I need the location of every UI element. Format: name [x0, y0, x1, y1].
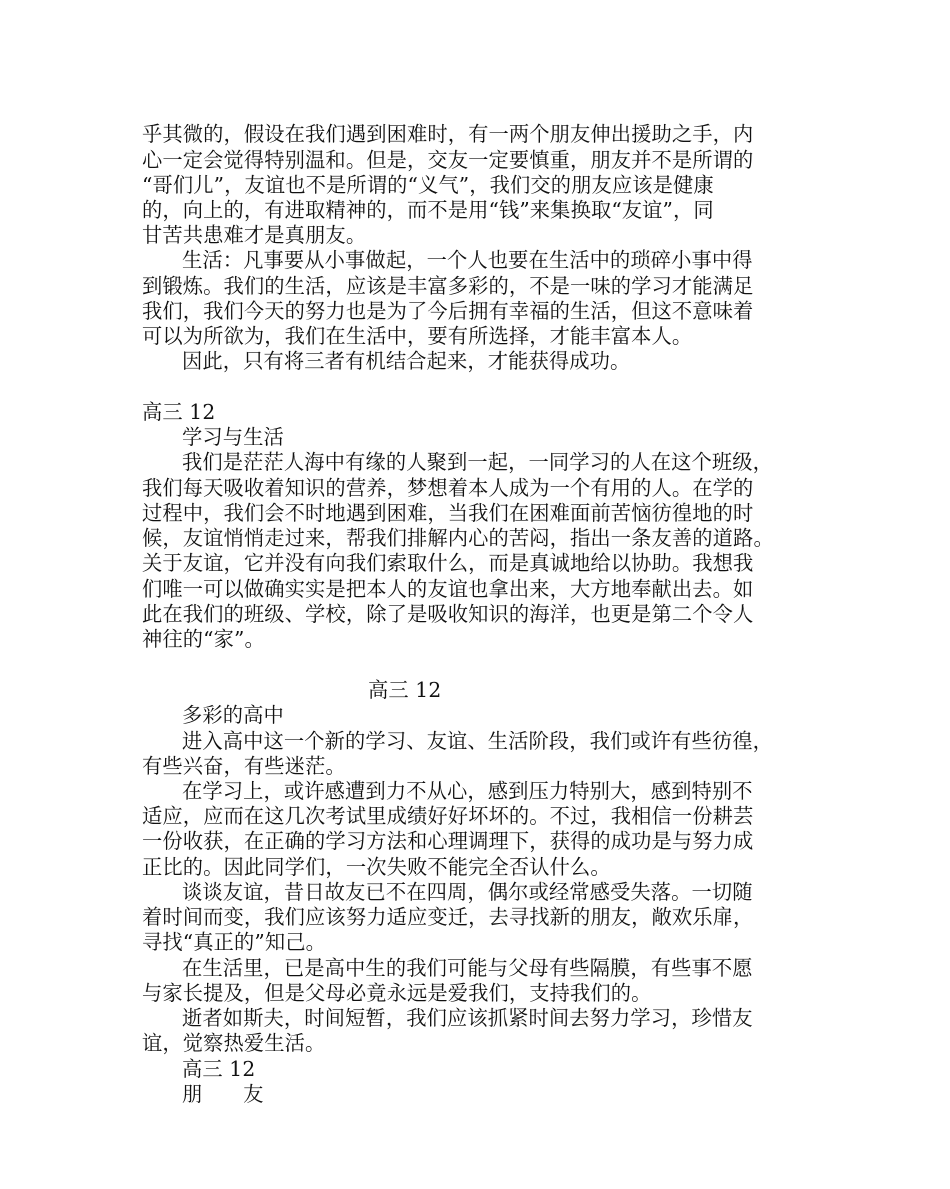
section-title: 学习与生活 — [182, 425, 284, 449]
section-title: 多彩的高中 — [182, 703, 284, 727]
body-line: 此在我们的班级、学校，除了是吸收知识的海洋，也更是第二个令人 — [142, 602, 754, 626]
class-label: 高三 12 — [142, 400, 216, 424]
body-line: 一份收获，在正确的学习方法和心理调理下，获得的成功是与努力成 — [142, 829, 754, 853]
paragraph-first-line: 逝者如斯夫，时间短暂，我们应该抓紧时间去努力学习，珍惜友 — [182, 1006, 753, 1030]
body-line: 候，友谊悄悄走过来，帮我们排解内心的苦闷，指出一条友善的道路。 — [142, 526, 774, 550]
body-line: 有些兴奋，有些迷茫。 — [142, 754, 346, 778]
section-title: 朋 友 — [182, 1082, 264, 1106]
body-line: 的，向上的，有进取精神的，而不是用“钱”来集换取“友谊”，同 — [142, 198, 714, 222]
class-label: 高三 12 — [182, 1057, 256, 1081]
body-line: 与家长提及，但是父母必竟永远是爱我们，支持我们的。 — [142, 981, 652, 1005]
paragraph-first-line: 在生活里，已是高中生的我们可能与父母有些隔膜，有些事不愿 — [182, 956, 753, 980]
body-line: 神往的“家”。 — [142, 627, 265, 651]
body-line: 谊，觉察热爱生活。 — [142, 1031, 326, 1055]
body-line: 到锻炼。我们的生活，应该是丰富多彩的，不是一味的学习才能满足 — [142, 274, 754, 298]
class-label-centered: 高三 12 — [368, 678, 442, 702]
body-line: 心一定会觉得特别温和。但是，交友一定要慎重，朋友并不是所谓的 — [142, 148, 754, 172]
paragraph-first-line: 生活：凡事要从小事做起，一个人也要在生活中的琐碎小事中得 — [182, 248, 753, 272]
paragraph-first-line: 我们是茫茫人海中有缘的人聚到一起，一同学习的人在这个班级， — [182, 450, 774, 474]
body-line: 正比的。因此同学们，一次失败不能完全否认什么。 — [142, 855, 611, 879]
body-line: 关于友谊，它并没有向我们索取什么，而是真诚地给以协助。我想我 — [142, 551, 754, 575]
body-line: “哥们儿”，友谊也不是所谓的“义气”，我们交的朋友应该是健康 — [142, 173, 714, 197]
body-line: 乎其微的，假设在我们遇到困难时，有一两个朋友伸出援助之手，内 — [142, 122, 754, 146]
body-line: 寻找“真正的”知己。 — [142, 930, 326, 954]
paragraph-first-line: 谈谈友谊，昔日故友已不在四周，偶尔或经常感受失落。一切随 — [182, 880, 753, 904]
body-line: 甘苦共患难才是真朋友。 — [142, 223, 367, 247]
body-line: 我们每天吸收着知识的营养，梦想着本人成为一个有用的人。在学的 — [142, 476, 754, 500]
body-line: 适应，应而在这几次考试里成绩好好坏坏的。不过，我相信一份耕芸 — [142, 804, 754, 828]
paragraph-first-line: 因此，只有将三者有机结合起来，才能获得成功。 — [182, 349, 631, 373]
paragraph-first-line: 进入高中这一个新的学习、友谊、生活阶段，我们或许有些彷徨， — [182, 729, 774, 753]
body-line: 可以为所欲为，我们在生活中，要有所选择，才能丰富本人。 — [142, 324, 693, 348]
body-line: 着时间而变，我们应该努力适应变迁，去寻找新的朋友，敞欢乐扉， — [142, 905, 754, 929]
body-line: 我们，我们今天的努力也是为了今后拥有幸福的生活，但这不意味着 — [142, 299, 754, 323]
body-line: 们唯一可以做确实实是把本人的友谊也拿出来，大方地奉献出去。如 — [142, 577, 754, 601]
paragraph-first-line: 在学习上，或许感遭到力不从心，感到压力特别大，感到特别不 — [182, 779, 753, 803]
body-line: 过程中，我们会不时地遇到困难，当我们在困难面前苦恼彷徨地的时 — [142, 501, 754, 525]
